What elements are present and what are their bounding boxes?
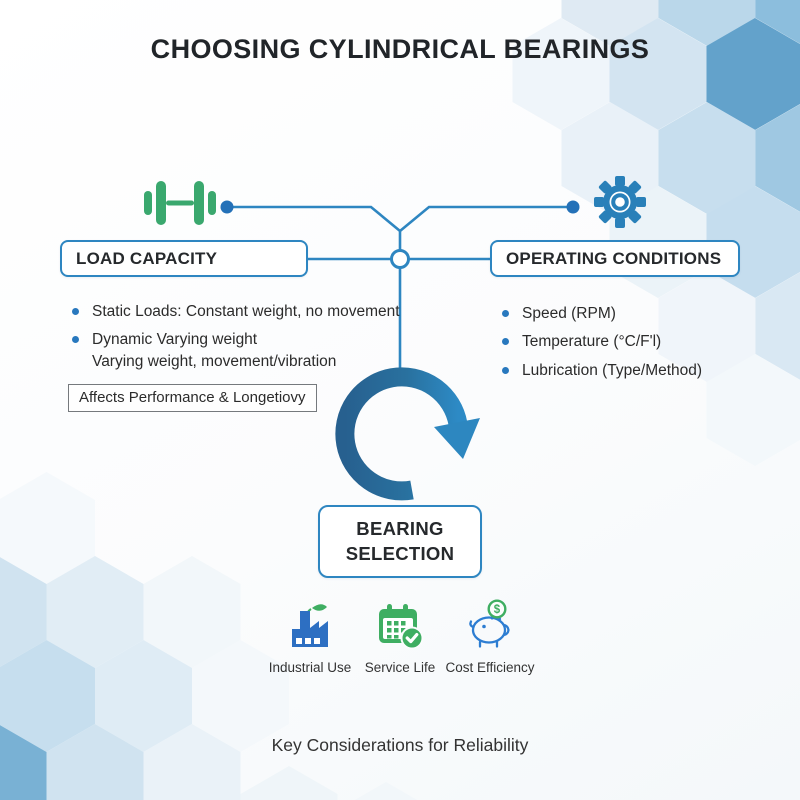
page-title: CHOOSING CYLINDRICAL BEARINGS: [150, 34, 650, 64]
piggy-bank-icon: [464, 599, 516, 651]
footer-item-industrial-use: [265, 599, 355, 675]
bearing-selection-line1: BEARING: [356, 518, 444, 540]
calendar-check-icon: [375, 599, 425, 651]
key-considerations-row: [0, 599, 800, 675]
rotation-arrow-icon: [345, 377, 480, 491]
factory-icon: [284, 599, 336, 651]
left-branch-node-dot: [221, 201, 234, 214]
right-branch-node-dot: [567, 201, 580, 214]
bullet-text: Dynamic Varying weight Varying weight, movement/vibration: [92, 331, 337, 370]
bullet-text: Static Loads: Constant weight, no movement: [92, 303, 400, 320]
footer-label: Industrial Use: [268, 660, 352, 675]
footer-item-cost-efficiency: [445, 599, 535, 675]
list-item: [502, 303, 782, 324]
svg-text:$: $: [493, 604, 501, 617]
footer-caption: Key Considerations for Reliability: [271, 735, 529, 755]
operating-conditions-bullet-list: [502, 303, 782, 388]
operating-conditions-heading: OPERATING CONDITIONS: [506, 248, 722, 268]
list-item: [502, 331, 782, 352]
bullet-text: Lubrication (Type/Method): [522, 361, 703, 379]
list-item: [72, 329, 412, 372]
bullet-dot-icon: [502, 338, 509, 345]
bullet-dot-icon: [72, 308, 79, 315]
footer-label: Service Life: [364, 660, 436, 675]
bullet-dot-icon: [502, 367, 509, 374]
bullet-dot-icon: [72, 336, 79, 343]
operating-conditions-box: [490, 240, 740, 277]
performance-note-box: Affects Performance & Longetiovy: [68, 384, 317, 412]
bearing-selection-line2: SELECTION: [345, 542, 455, 564]
footer-item-service-life: [355, 599, 445, 675]
load-capacity-box: [60, 240, 308, 277]
bullet-text: Temperature (°C/F'l): [522, 333, 662, 351]
gear-icon: [592, 174, 648, 230]
load-capacity-bullet-list: [72, 301, 412, 379]
dumbbell-icon: [142, 180, 218, 226]
list-item: [72, 301, 412, 322]
bullet-dot-icon: [502, 310, 509, 317]
bullet-text: Speed (RPM): [522, 305, 616, 322]
load-capacity-heading: LOAD CAPACITY: [76, 248, 218, 268]
list-item: [502, 360, 782, 381]
bearing-selection-box: [318, 505, 482, 578]
junction-node: [392, 251, 409, 268]
footer-label: Cost Efficiency: [445, 660, 535, 675]
